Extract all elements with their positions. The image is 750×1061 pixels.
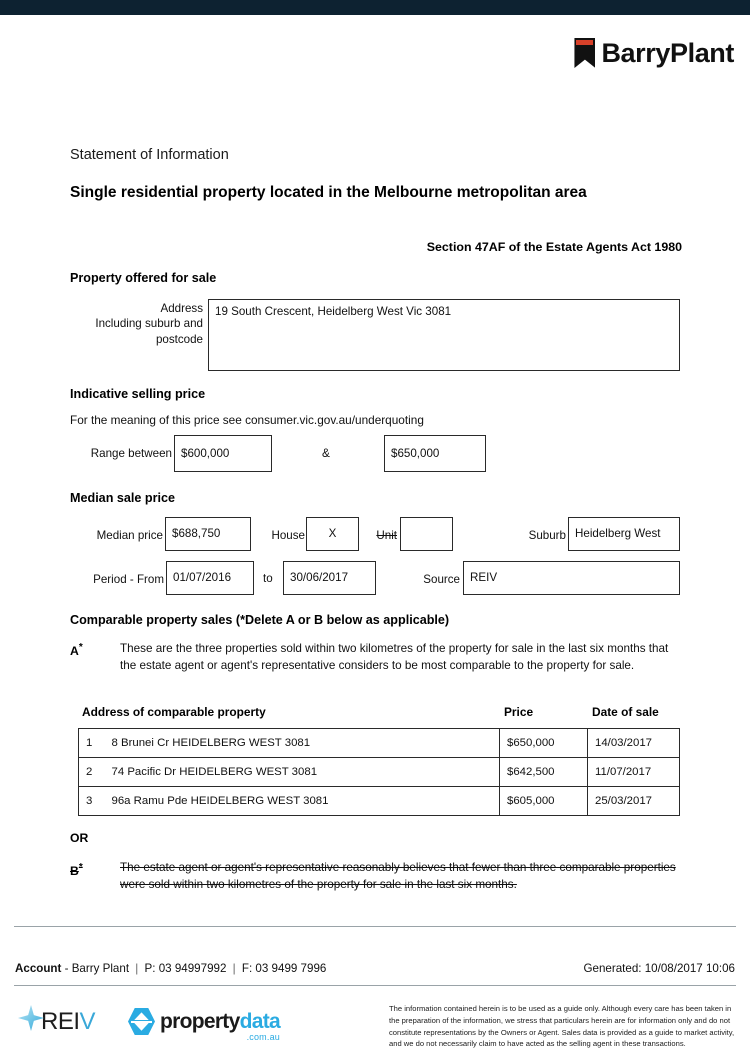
comparable-sales-table: [78, 728, 680, 816]
footer-account-info: [15, 962, 326, 975]
address-label-line2: Including suburb and: [95, 317, 203, 331]
barryplant-logo: [574, 38, 734, 68]
source-field[interactable]: REIV: [463, 561, 680, 595]
column-header-date: Date of sale: [592, 705, 659, 719]
bookmark-icon: [574, 38, 595, 68]
footer-divider-top: [14, 926, 736, 927]
row-date: 11/07/2017: [588, 758, 680, 787]
option-a-text: These are the three properties sold within two kilometres of the property for sale in the last six months that the estate agent or agent's representative considers to be most comparable to the property for sale.: [120, 642, 669, 672]
row-price: $605,000: [500, 787, 588, 816]
period-from-label: Period - From: [93, 573, 164, 586]
table-row: [79, 729, 680, 758]
source-label: Source: [423, 573, 460, 586]
table-row: [79, 758, 680, 787]
reiv-text-accent: V: [79, 1008, 96, 1035]
page-title: Single residential property located in the Melbourne metropolitan area: [70, 184, 587, 201]
property-offered-heading: Property offered for sale: [70, 271, 217, 285]
median-price-label: Median price: [96, 529, 163, 542]
house-label: House: [271, 529, 305, 542]
divider-pipe-1: |: [135, 962, 139, 975]
reiv-text-dark: REI: [41, 1008, 80, 1035]
row-date: 25/03/2017: [588, 787, 680, 816]
address-label-line1: Address: [160, 302, 203, 315]
underquoting-note: For the meaning of this price see consumer.vic.gov.au/underquoting: [70, 413, 424, 427]
account-label: Account: [15, 962, 62, 975]
address-field[interactable]: 19 South Crescent, Heidelberg West Vic 3081: [208, 299, 680, 371]
account-fax: F: 03 9499 7996: [241, 962, 327, 975]
unit-checkbox-field[interactable]: [400, 517, 453, 551]
median-sale-price-heading: Median sale price: [70, 491, 175, 505]
period-to-field[interactable]: 30/06/2017: [283, 561, 376, 595]
brand-name: BarryPlant: [601, 37, 734, 68]
range-low-field[interactable]: $600,000: [174, 435, 272, 472]
suburb-label: Suburb: [528, 529, 566, 542]
house-checkbox-field[interactable]: X: [306, 517, 359, 551]
option-b-letter: B: [70, 864, 79, 879]
option-b-asterisk: *: [78, 862, 83, 873]
row-date: 14/03/2017: [588, 729, 680, 758]
hexagon-arrows-icon: [128, 1008, 155, 1035]
period-to-label: to: [263, 572, 273, 585]
option-a-letter: A: [70, 644, 79, 659]
suburb-field[interactable]: Heidelberg West: [568, 517, 680, 551]
footer-divider-bottom: [14, 985, 736, 986]
row-price: $650,000: [500, 729, 588, 758]
document-kicker: Statement of Information: [70, 147, 229, 163]
row-price: $642,500: [500, 758, 588, 787]
star-icon: [18, 1005, 44, 1031]
section-reference: Section 47AF of the Estate Agents Act 1980: [426, 240, 682, 254]
account-phone: P: 03 94997992: [144, 962, 227, 975]
period-from-field[interactable]: 01/07/2016: [166, 561, 254, 595]
option-a-asterisk: *: [78, 642, 83, 653]
row-index: 1: [79, 729, 105, 758]
range-between-label: Range between: [90, 447, 172, 460]
divider-pipe-2: |: [232, 962, 236, 975]
propertydata-wordmark: [160, 1010, 280, 1042]
range-high-field[interactable]: $650,000: [384, 435, 486, 472]
address-label: [78, 301, 203, 347]
median-price-field[interactable]: $688,750: [165, 517, 251, 551]
generated-timestamp: Generated: 10/08/2017 10:06: [583, 962, 735, 975]
propertydata-logo: [128, 1008, 280, 1042]
account-name: - Barry Plant: [64, 962, 130, 975]
unit-label: Unit: [376, 529, 397, 542]
propertydata-text-dark: property: [160, 1010, 240, 1033]
or-label: OR: [70, 831, 89, 845]
option-b-text: The estate agent or agent's representative reasonably believes that fewer than three comparable properties were sold within two kilometres of the property for sale in the last six months.: [120, 861, 676, 891]
reiv-logo: [18, 1005, 95, 1034]
range-ampersand: &: [322, 446, 330, 460]
row-address: 8 Brunei Cr HEIDELBERG WEST 3081: [105, 729, 500, 758]
disclaimer-text: The information contained herein is to be used as a guide only. Although every care has been taken in the preparation of the information, we stress that particulars herein are for information only and do not constitute representations by the Owners or Agent. Sales data is provided as a guide to market activity, and we do not necessarily claim to have acted as the selling agent in these transactions.: [389, 1004, 735, 1049]
comparable-sales-heading: Comparable property sales (*Delete A or B below as applicable): [70, 613, 450, 627]
address-label-line3: postcode: [155, 332, 203, 346]
top-accent-bar: [0, 0, 750, 15]
table-row: [79, 787, 680, 816]
propertydata-domain: .com.au: [246, 1032, 280, 1042]
column-header-price: Price: [504, 705, 534, 719]
column-header-address: Address of comparable property: [82, 705, 266, 719]
reiv-wordmark: [41, 1010, 95, 1034]
row-address: 74 Pacific Dr HEIDELBERG WEST 3081: [105, 758, 500, 787]
indicative-price-heading: Indicative selling price: [70, 387, 206, 401]
option-b-marker: [70, 862, 83, 878]
row-index: 2: [79, 758, 105, 787]
row-index: 3: [79, 787, 105, 816]
row-address: 96a Ramu Pde HEIDELBERG WEST 3081: [105, 787, 500, 816]
option-a-marker: [70, 642, 83, 658]
propertydata-text-accent: data: [239, 1010, 280, 1033]
